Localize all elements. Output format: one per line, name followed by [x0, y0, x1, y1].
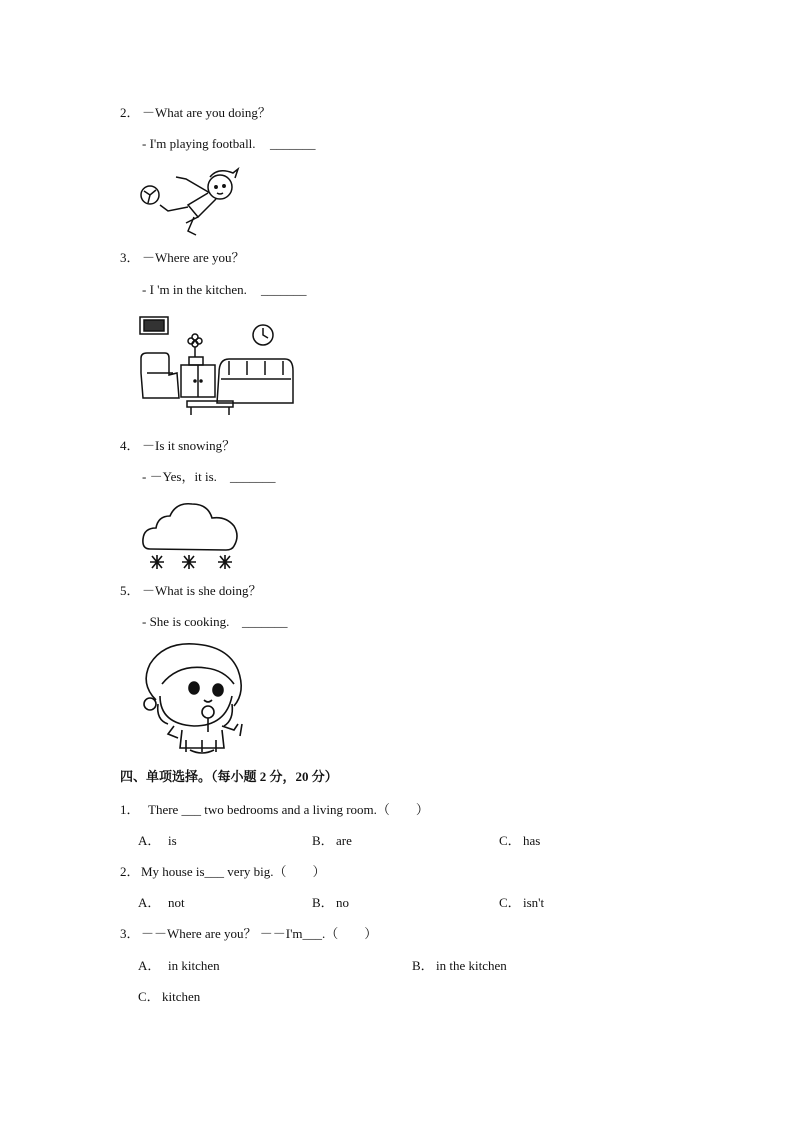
item-2-answer: - I'm playing football.: [142, 136, 256, 151]
boy-playing-football-image: [138, 165, 248, 240]
section-4-heading: 四、单项选择。（每小题 2 分，20 分）: [120, 769, 338, 784]
q3-text: －－Where are you？ －－I'm___.（ ）: [141, 926, 378, 941]
q2-option-c-letter[interactable]: C．: [499, 895, 521, 910]
item-4-answer: - －Yes，it is.: [142, 469, 217, 484]
item-5-blank[interactable]: _______: [242, 614, 288, 629]
q1-text: There ___ two bedrooms and a living room.（ ）: [148, 802, 429, 817]
item-4-question: －Is it snowing？: [142, 438, 236, 453]
snow-cloud-image: [140, 494, 240, 574]
q1-option-a-letter[interactable]: A．: [138, 833, 161, 848]
item-4-blank[interactable]: _______: [230, 469, 276, 484]
item-5-answer: - She is cooking.: [142, 614, 230, 629]
q3-option-b-letter[interactable]: B．: [412, 958, 434, 973]
item-3-answer: - I 'm in the kitchen.: [142, 282, 247, 297]
q1-number: 1．: [120, 802, 140, 817]
q3-number: 3．: [120, 926, 140, 941]
q2-option-c-text[interactable]: isn't: [523, 895, 545, 910]
item-2-question: －What are you doing？: [142, 105, 271, 120]
q1-option-c-letter[interactable]: C．: [499, 833, 521, 848]
item-5-question: －What is she doing？: [142, 583, 262, 598]
q2-number: 2．: [120, 864, 140, 879]
q3-option-a-letter[interactable]: A．: [138, 958, 161, 973]
q2-option-b-letter[interactable]: B．: [312, 895, 334, 910]
q2-option-b-text[interactable]: no: [336, 895, 349, 910]
q1-option-a-text[interactable]: is: [168, 833, 177, 848]
q1-option-b-letter[interactable]: B．: [312, 833, 334, 848]
q3-option-c-text[interactable]: kitchen: [162, 989, 201, 1004]
item-2-blank[interactable]: _______: [270, 136, 316, 151]
item-3-number: 3．: [120, 250, 140, 265]
q1-option-c-text[interactable]: has: [523, 833, 541, 848]
q3-option-c-letter[interactable]: C．: [138, 989, 160, 1004]
q2-option-a-text[interactable]: not: [168, 895, 185, 910]
item-2-number: 2．: [120, 105, 140, 120]
q1-option-b-text[interactable]: are: [336, 833, 352, 848]
q3-option-b-text[interactable]: in the kitchen: [436, 958, 507, 973]
item-3-blank[interactable]: _______: [261, 282, 307, 297]
item-3-question: －Where are you？: [142, 250, 245, 265]
living-room-image: [137, 313, 297, 418]
item-4-number: 4．: [120, 438, 140, 453]
q2-option-a-letter[interactable]: A．: [138, 895, 161, 910]
item-5-number: 5．: [120, 583, 140, 598]
q2-text: My house is___ very big.（ ）: [141, 864, 326, 879]
girl-singing-image: [138, 640, 250, 758]
q3-option-a-text[interactable]: in kitchen: [168, 958, 220, 973]
